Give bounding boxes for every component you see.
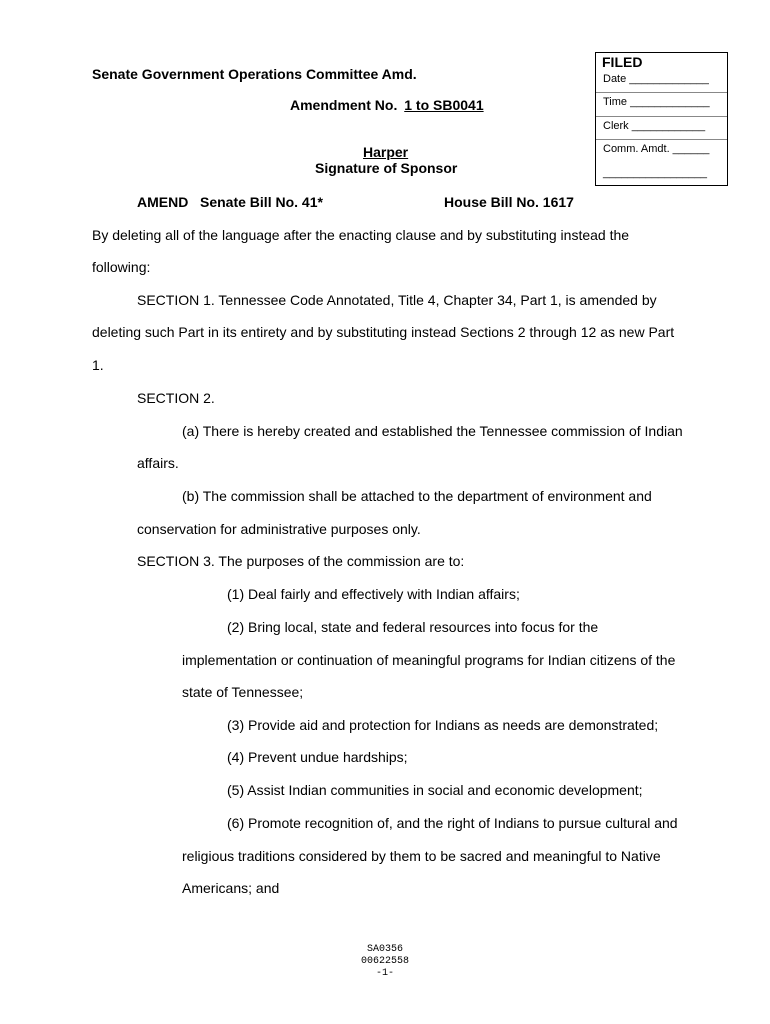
footer-code: 00622558 bbox=[360, 956, 409, 967]
sponsor-signature-label: Signature of Sponsor bbox=[315, 160, 458, 176]
body-line: By deleting all of the language after the enacting clause and by substituting instead the bbox=[92, 227, 630, 243]
senate-bill-number: Senate Bill No. 41* bbox=[200, 194, 323, 210]
filed-stamp-box bbox=[595, 52, 728, 186]
filed-comm-amdt: Comm. Amdt. ______ bbox=[603, 143, 710, 155]
committee-heading: Senate Government Operations Committee Amd. bbox=[92, 66, 417, 82]
footer-code: SA0356 bbox=[366, 944, 403, 955]
filed-time: Time _____________ bbox=[603, 96, 710, 108]
section-2b-line: (b) The commission shall be attached to the department of environment and bbox=[182, 488, 652, 504]
body-line: following: bbox=[92, 259, 151, 275]
purpose-item-2: implementation or continuation of meaningful programs for Indian citizens of the bbox=[182, 652, 676, 668]
purpose-item-2: state of Tennessee; bbox=[182, 684, 304, 700]
purpose-item-5: (5) Assist Indian communities in social and economic development; bbox=[227, 782, 643, 798]
section-1-line: deleting such Part in its entirety and by substituting instead Sections 2 through 12 as new Part bbox=[92, 324, 675, 340]
section-3-heading: SECTION 3. The purposes of the commission are to: bbox=[137, 553, 465, 569]
filed-title: FILED bbox=[602, 54, 643, 70]
section-1-line: 1. bbox=[92, 357, 104, 373]
amendment-prefix: Amendment No. bbox=[290, 97, 398, 113]
filed-divider bbox=[596, 92, 727, 93]
purpose-item-6: religious traditions considered by them to be sacred and meaningful to Native bbox=[182, 848, 661, 864]
purpose-item-3: (3) Provide aid and protection for Indians as needs are demonstrated; bbox=[227, 717, 659, 733]
purpose-item-6: Americans; and bbox=[182, 880, 280, 896]
amend-label: AMEND bbox=[137, 194, 189, 210]
filed-divider bbox=[596, 139, 727, 140]
section-2a-line: (a) There is hereby created and established the Tennessee commission of Indian bbox=[182, 423, 683, 439]
section-2-heading: SECTION 2. bbox=[137, 390, 215, 406]
purpose-item-2: (2) Bring local, state and federal resources into focus for the bbox=[227, 619, 599, 635]
filed-divider bbox=[596, 116, 727, 117]
section-2a-line: affairs. bbox=[137, 455, 179, 471]
amendment-number: 1 to SB0041 bbox=[404, 97, 484, 113]
filed-clerk: Clerk ____________ bbox=[603, 120, 706, 132]
sponsor-name: Harper bbox=[363, 144, 409, 160]
purpose-item-4: (4) Prevent undue hardships; bbox=[227, 749, 408, 765]
section-2b-line: conservation for administrative purposes only. bbox=[137, 521, 421, 537]
page-number: -1- bbox=[375, 968, 394, 979]
filed-blank-line: _________________ bbox=[603, 167, 708, 179]
purpose-item-6: (6) Promote recognition of, and the right of Indians to pursue cultural and bbox=[227, 815, 678, 831]
house-bill-number: House Bill No. 1617 bbox=[444, 194, 574, 210]
amendment-number-line bbox=[290, 97, 484, 113]
purpose-item-1: (1) Deal fairly and effectively with Indian affairs; bbox=[227, 586, 520, 602]
filed-date: Date _____________ bbox=[603, 73, 709, 85]
section-1-line: SECTION 1. Tennessee Code Annotated, Title 4, Chapter 34, Part 1, is amended by bbox=[137, 292, 657, 308]
